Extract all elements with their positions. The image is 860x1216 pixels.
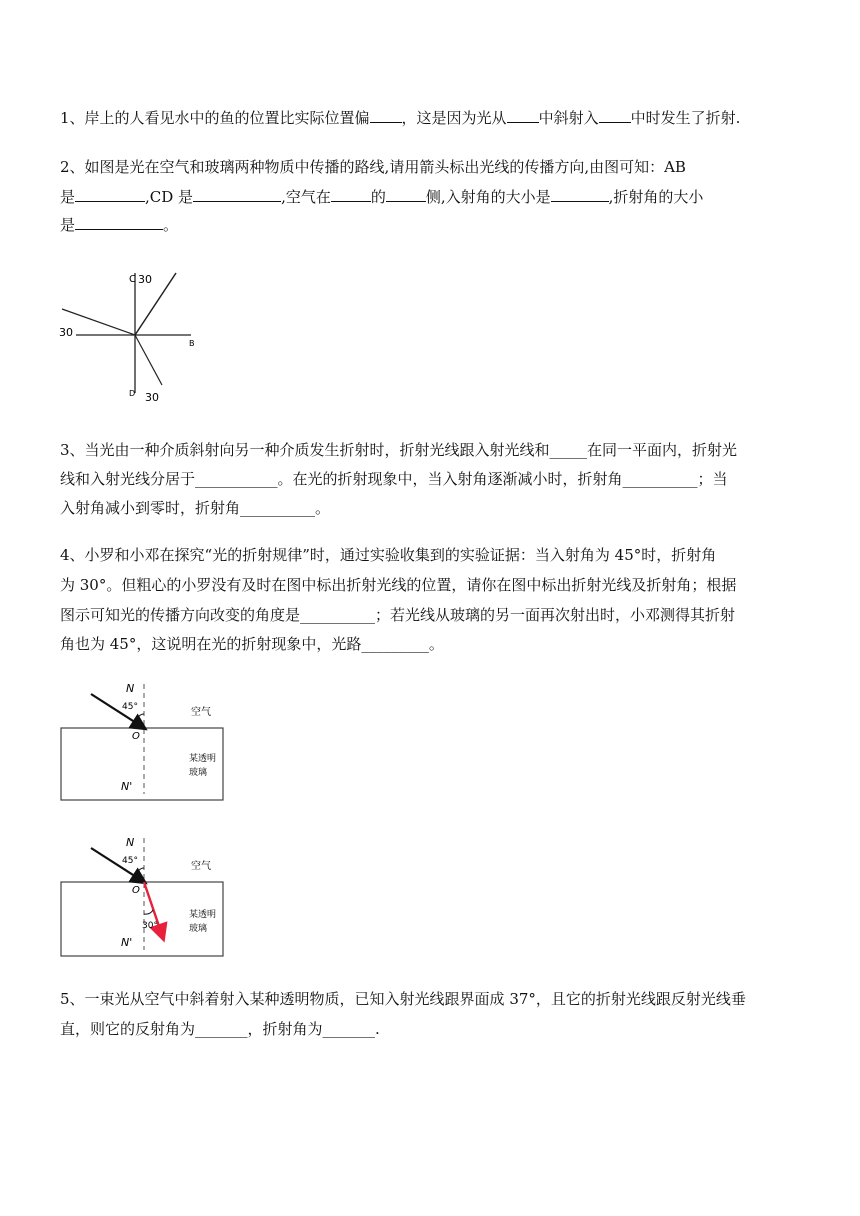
q2-text-a: 是 bbox=[60, 188, 76, 206]
q2-text-d: 的 bbox=[370, 188, 386, 206]
question-4-line-4: 角也为 45°，这说明在光的折射现象中，光路_________。 bbox=[60, 635, 444, 653]
q2-blank-incidence[interactable] bbox=[551, 187, 609, 202]
label-glass-2: 玻璃 bbox=[189, 924, 208, 934]
angle-arc-incident bbox=[136, 868, 144, 877]
q1-blank-2[interactable] bbox=[507, 108, 539, 123]
ray-lower-right bbox=[135, 335, 162, 385]
label-n: N bbox=[126, 682, 135, 695]
question-5-line-1: 5、一束光从空气中斜着射入某种透明物质，已知入射光线跟界面成 37°，且它的折射光线跟反射光线垂 bbox=[60, 990, 746, 1008]
question-5-line-2: 直，则它的反射角为_______，折射角为_______. bbox=[60, 1020, 380, 1038]
q2-text-g: 是 bbox=[60, 216, 76, 234]
label-glass-1: 某透明 bbox=[189, 754, 217, 764]
q1-text-2: ，这是因为光从 bbox=[401, 109, 507, 127]
label-bottom-angle: 30 bbox=[145, 391, 159, 404]
q2-blank-air-2[interactable] bbox=[386, 187, 426, 202]
label-n-prime: N' bbox=[121, 780, 133, 793]
glass-block bbox=[61, 728, 223, 800]
label-glass-1: 某透明 bbox=[189, 910, 217, 920]
figure-1-ray-diagram bbox=[56, 265, 206, 405]
question-3-line-1: 3、当光由一种介质斜射向另一种介质发生折射时，折射光线跟入射光线和_____在同一平面内，折射光 bbox=[60, 441, 738, 459]
label-b: B bbox=[189, 339, 195, 348]
question-2-line-1: 2、如图是光在空气和玻璃两种物质中传播的路线,请用箭头标出光线的传播方向,由图可知：AB bbox=[60, 158, 686, 176]
label-glass-2: 玻璃 bbox=[189, 768, 208, 778]
label-angle-45: 45° bbox=[122, 856, 138, 866]
q1-text-1: 1、岸上的人看见水中的鱼的位置比实际位置偏 bbox=[60, 109, 370, 127]
q1-text-3: 中斜射入 bbox=[538, 109, 599, 127]
figure-2-refraction-diagram bbox=[58, 676, 228, 802]
question-4-line-1: 4、小罗和小邓在探究“光的折射规律”时，通过实验收集到的实验证据：当入射角为 45°时，折射角 bbox=[60, 546, 717, 564]
label-angle-30: 30° bbox=[142, 921, 158, 931]
question-3-line-3: 入射角减小到零时，折射角__________。 bbox=[60, 499, 331, 517]
label-air: 空气 bbox=[191, 707, 211, 718]
q2-text-h: 。 bbox=[163, 216, 179, 234]
question-2-line-2 bbox=[60, 187, 703, 207]
label-o: O bbox=[132, 885, 140, 896]
label-air: 空气 bbox=[191, 861, 211, 872]
q1-blank-3[interactable] bbox=[599, 108, 631, 123]
q1-text-4: 中时发生了折射. bbox=[630, 109, 741, 127]
label-n-prime: N' bbox=[121, 936, 133, 949]
q2-text-f: ,折射角的大小 bbox=[608, 188, 704, 206]
question-2-line-3 bbox=[60, 215, 178, 235]
angle-arc-refracted bbox=[144, 910, 153, 914]
q2-blank-cd[interactable] bbox=[193, 187, 281, 202]
question-4-line-2: 为 30°。但粗心的小罗没有及时在图中标出折射光线的位置，请你在图中标出折射光线及折射角；根据 bbox=[60, 576, 737, 594]
label-top-angle: 30 bbox=[138, 273, 152, 286]
label-left-angle: 30 bbox=[59, 326, 73, 339]
angle-arc bbox=[136, 714, 144, 723]
q2-blank-refraction[interactable] bbox=[75, 215, 163, 230]
label-c: C bbox=[129, 274, 136, 285]
label-n: N bbox=[126, 836, 135, 849]
label-d: D bbox=[129, 389, 136, 398]
question-4-line-3: 图示可知光的传播方向改变的角度是__________；若光线从玻璃的另一面再次射出时，小邓测得其折射 bbox=[60, 606, 736, 624]
q2-text-b: ,CD 是 bbox=[145, 188, 194, 206]
label-angle-45: 45° bbox=[122, 702, 138, 712]
label-o: O bbox=[132, 731, 140, 742]
figure-3-refraction-answer-diagram bbox=[58, 830, 228, 960]
q1-blank-1[interactable] bbox=[370, 108, 402, 123]
q2-text-e: 侧,入射角的大小是 bbox=[425, 188, 551, 206]
question-1 bbox=[60, 108, 740, 128]
q2-text-c: ,空气在 bbox=[281, 188, 331, 206]
q2-blank-ab[interactable] bbox=[75, 187, 145, 202]
question-3-line-2: 线和入射光线分居于___________。在光的折射现象中，当入射角逐渐减小时，折射角__________；当 bbox=[60, 470, 728, 488]
q2-blank-air-1[interactable] bbox=[331, 187, 371, 202]
